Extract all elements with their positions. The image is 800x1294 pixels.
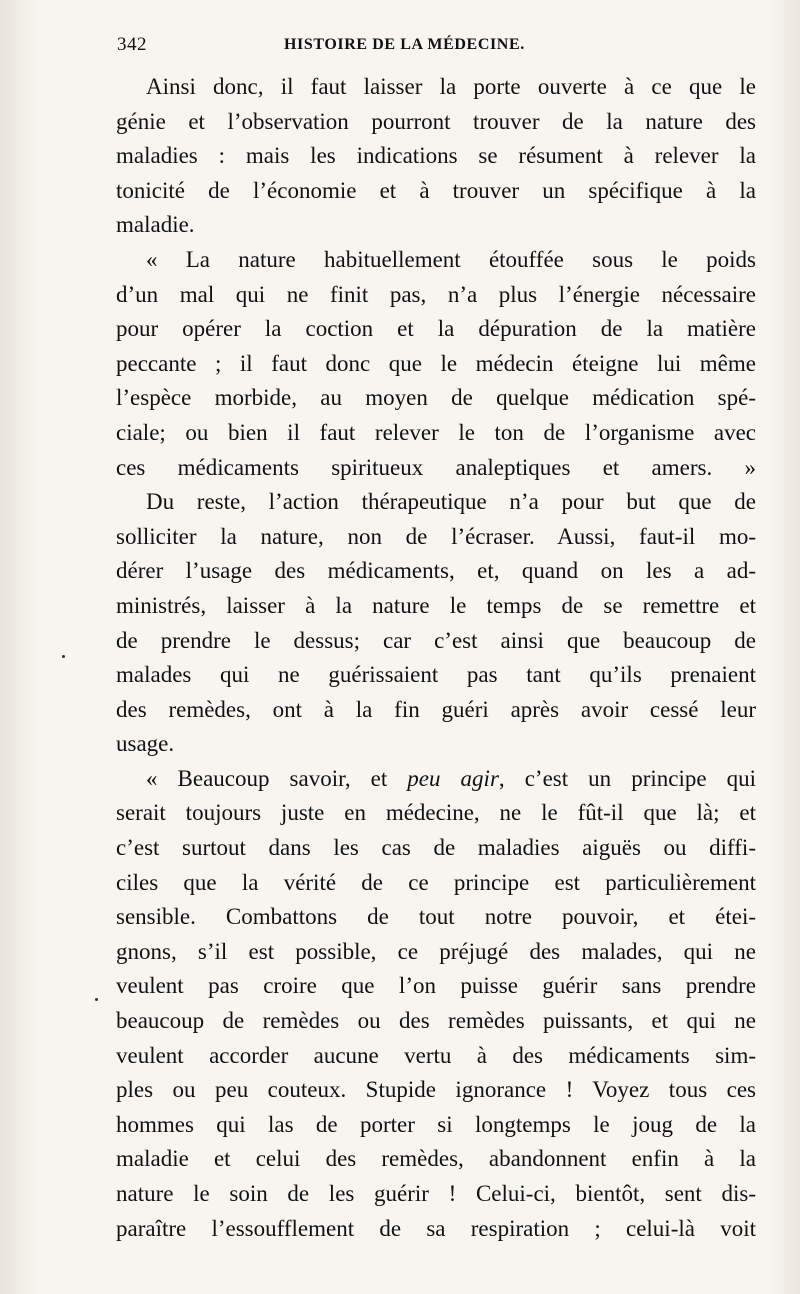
text-line: hommes qui las de porter si longtemps le joug de la [116, 1111, 756, 1137]
text-line: malades qui ne guérissaient pas tant qu’ils prenaient [116, 662, 756, 688]
text-line: tonicité de l’économie et à trouver un spécifique à la [116, 177, 756, 203]
text-line: solliciter la nature, non de l’écraser. Aussi, faut-il mo- [116, 523, 756, 549]
margin-speck [62, 655, 65, 658]
text-line: sensible. Combattons de tout notre pouvoir, et étei- [116, 904, 756, 930]
text-line: nature le soin de les guérir ! Celui-ci, bientôt, sent dis- [116, 1181, 756, 1206]
text-line: l’espèce morbide, au moyen de quelque médication spé- [116, 385, 756, 411]
margin-speck [95, 998, 98, 1001]
text-line: pour opérer la coction et la dépuration de la matière [116, 316, 756, 342]
text-line: ministrés, laisser à la nature le temps de se remettre et [116, 592, 756, 618]
text-line: « La nature habituellement étouffée sous le poids [146, 246, 756, 272]
text-line: maladies : mais les indications se résument à relever la [116, 143, 756, 169]
text-line: ples ou peu couteux. Stupide ignorance ! Voyez tous ces [116, 1077, 756, 1103]
text-line: c’est surtout dans les cas de maladies aiguës ou diffi- [116, 835, 756, 861]
text-line: Ainsi donc, il faut laisser la porte ouverte à ce que le [146, 74, 756, 99]
text-line: Du reste, l’action thérapeutique n’a pour but que de [146, 489, 756, 515]
text-line: maladie. [116, 212, 195, 238]
text-line: ciale; ou bien il faut relever le ton de l’organisme avec [116, 419, 756, 445]
text-line: peccante ; il faut donc que le médecin éteigne lui même [116, 350, 756, 376]
text-line: dérer l’usage des médicaments, et, quand on les a ad- [116, 558, 756, 584]
page-header [117, 34, 577, 56]
text-line: veulent accorder aucune vertu à des médicaments sim- [116, 1042, 756, 1068]
text-line: gnons, s’il est possible, ce préjugé des malades, qui ne [116, 938, 756, 964]
text-line: veulent pas croire que l’on puisse guérir sans prendre [116, 973, 756, 999]
running-head: HISTOIRE DE LA MÉDECINE. [284, 36, 525, 53]
text-line: de prendre le dessus; car c’est ainsi que beaucoup de [116, 627, 756, 653]
italic-phrase: peu agir [407, 765, 499, 791]
text-line: maladie et celui des remèdes, abandonnent enfin à la [116, 1146, 756, 1172]
text-line: ces médicaments spiritueux analeptiques et amers. » [116, 454, 756, 480]
text-line: serait toujours juste en médecine, ne le fût-il que là; et [116, 800, 756, 826]
text-line: paraître l’essoufflement de sa respiration ; celui-là voit [116, 1215, 756, 1241]
text-line: génie et l’observation pourront trouver de la nature des [116, 108, 756, 134]
text-line: usage. [116, 731, 175, 757]
page-number: 342 [117, 34, 147, 55]
text-segment: « Beaucoup savoir, et [146, 765, 408, 791]
text-line-with-italic [116, 762, 756, 797]
text-segment: , c’est un principe qui [498, 765, 757, 791]
text-line: beaucoup de remèdes ou des remèdes puissants, et qui ne [116, 1008, 756, 1034]
text-line: ciles que la vérité de ce principe est particulièrement [116, 869, 756, 895]
body-text [116, 70, 756, 1246]
text-line: d’un mal qui ne finit pas, n’a plus l’énergie nécessaire [116, 281, 756, 307]
text-line: des remèdes, ont à la fin guéri après avoir cessé leur [116, 696, 756, 722]
